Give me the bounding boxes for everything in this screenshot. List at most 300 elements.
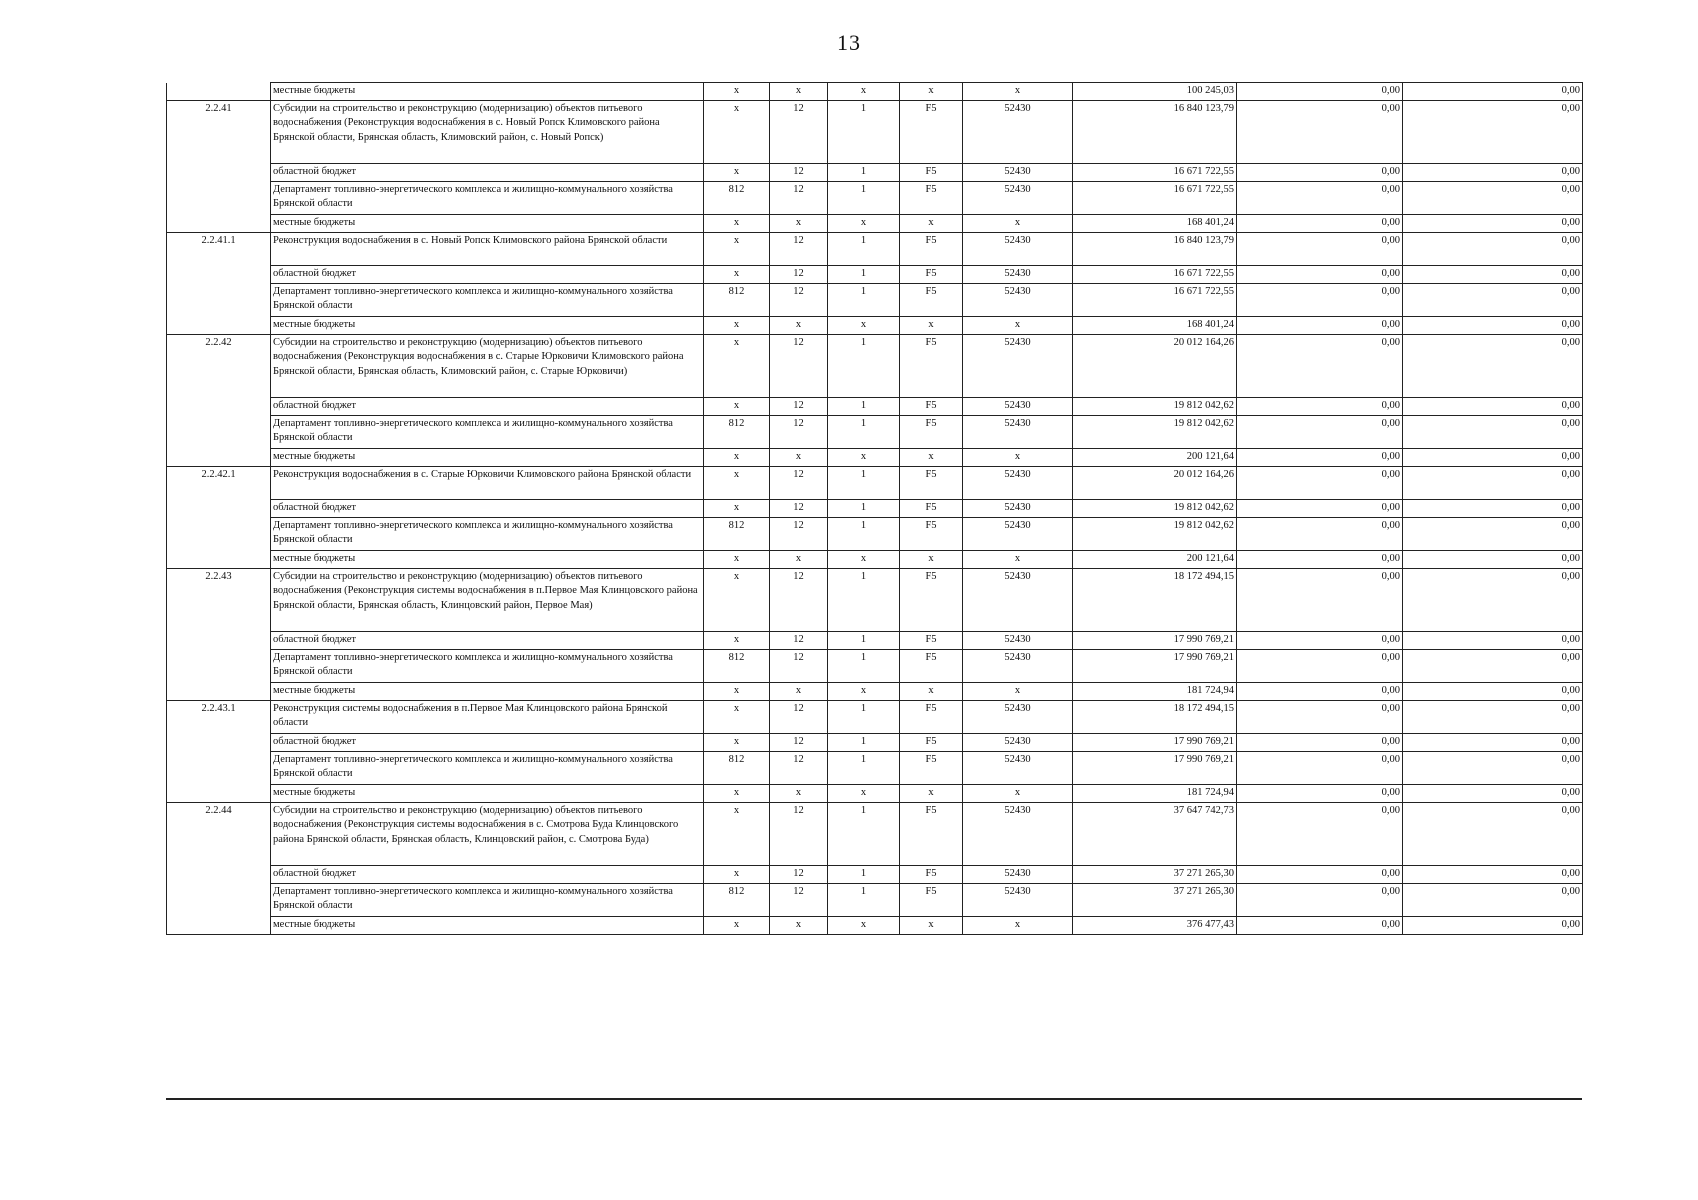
cell-program: F5 bbox=[900, 866, 963, 884]
cell-amount-2: 0,00 bbox=[1237, 284, 1403, 317]
cell-pr: х bbox=[828, 449, 900, 467]
cell-pr: 1 bbox=[828, 101, 900, 164]
cell-code: 2.2.44 bbox=[167, 803, 271, 866]
cell-direction: 52430 bbox=[963, 233, 1073, 266]
cell-gryb: х bbox=[704, 569, 770, 632]
cell-pr: х bbox=[828, 317, 900, 335]
cell-pr: 1 bbox=[828, 803, 900, 866]
cell-rz: 12 bbox=[770, 164, 828, 182]
cell-amount-1: 17 990 769,21 bbox=[1073, 752, 1237, 785]
cell-amount-3: 0,00 bbox=[1403, 803, 1583, 866]
cell-code bbox=[167, 884, 271, 917]
cell-direction: 52430 bbox=[963, 500, 1073, 518]
cell-pr: 1 bbox=[828, 164, 900, 182]
cell-code bbox=[167, 734, 271, 752]
cell-program: F5 bbox=[900, 500, 963, 518]
cell-code bbox=[167, 650, 271, 683]
cell-amount-2: 0,00 bbox=[1237, 785, 1403, 803]
cell-name: Департамент топливно-энергетического комплекса и жилищно-коммунального хозяйства Брянской области bbox=[271, 182, 704, 215]
cell-amount-3: 0,00 bbox=[1403, 650, 1583, 683]
cell-amount-2: 0,00 bbox=[1237, 683, 1403, 701]
cell-amount-2: 0,00 bbox=[1237, 518, 1403, 551]
cell-direction: х bbox=[963, 83, 1073, 101]
cell-pr: 1 bbox=[828, 518, 900, 551]
cell-code bbox=[167, 266, 271, 284]
cell-amount-2: 0,00 bbox=[1237, 569, 1403, 632]
cell-name: Реконструкция системы водоснабжения в п.Первое Мая Клинцовского района Брянской области bbox=[271, 701, 704, 734]
cell-code bbox=[167, 284, 271, 317]
cell-rz: 12 bbox=[770, 398, 828, 416]
cell-amount-1: 18 172 494,15 bbox=[1073, 701, 1237, 734]
cell-amount-3: 0,00 bbox=[1403, 518, 1583, 551]
cell-code bbox=[167, 164, 271, 182]
cell-code: 2.2.42.1 bbox=[167, 467, 271, 500]
table-row bbox=[167, 233, 1583, 266]
cell-program: F5 bbox=[900, 884, 963, 917]
cell-name: областной бюджет bbox=[271, 632, 704, 650]
cell-code: 2.2.41.1 bbox=[167, 233, 271, 266]
cell-gryb: 812 bbox=[704, 518, 770, 551]
cell-rz: 12 bbox=[770, 734, 828, 752]
cell-direction: 52430 bbox=[963, 701, 1073, 734]
cell-program: х bbox=[900, 917, 963, 935]
cell-amount-2: 0,00 bbox=[1237, 467, 1403, 500]
cell-pr: 1 bbox=[828, 884, 900, 917]
cell-pr: 1 bbox=[828, 734, 900, 752]
cell-gryb: х bbox=[704, 500, 770, 518]
cell-amount-2: 0,00 bbox=[1237, 500, 1403, 518]
cell-name: Департамент топливно-энергетического комплекса и жилищно-коммунального хозяйства Брянской области bbox=[271, 752, 704, 785]
cell-name: местные бюджеты bbox=[271, 83, 704, 101]
cell-name: Субсидии на строительство и реконструкцию (модернизацию) объектов питьевого водоснабжения (Реконструкция системы водоснабжения в п.Первое Мая Клинцовского района Брянской области, Брянская область, Клинцовский район, Первое Мая) bbox=[271, 569, 704, 632]
cell-name: Департамент топливно-энергетического комплекса и жилищно-коммунального хозяйства Брянской области bbox=[271, 518, 704, 551]
cell-code bbox=[167, 500, 271, 518]
cell-rz: х bbox=[770, 785, 828, 803]
cell-pr: 1 bbox=[828, 335, 900, 398]
cell-program: х bbox=[900, 551, 963, 569]
cell-amount-2: 0,00 bbox=[1237, 884, 1403, 917]
cell-amount-1: 200 121,64 bbox=[1073, 551, 1237, 569]
cell-name: Субсидии на строительство и реконструкцию (модернизацию) объектов питьевого водоснабжения (Реконструкция системы водоснабжения в с. Смотрова Буда Клинцовского района Брянской области, Брянская область, Клинцовский район, с. Смотрова Буда) bbox=[271, 803, 704, 866]
page-number: 13 bbox=[837, 30, 861, 55]
table-row bbox=[167, 164, 1583, 182]
cell-amount-3: 0,00 bbox=[1403, 752, 1583, 785]
table-row bbox=[167, 650, 1583, 683]
table-row bbox=[167, 416, 1583, 449]
table-body bbox=[167, 83, 1583, 935]
cell-amount-1: 20 012 164,26 bbox=[1073, 335, 1237, 398]
cell-amount-1: 17 990 769,21 bbox=[1073, 734, 1237, 752]
cell-amount-3: 0,00 bbox=[1403, 632, 1583, 650]
cell-code bbox=[167, 866, 271, 884]
cell-gryb: 812 bbox=[704, 752, 770, 785]
table-row bbox=[167, 734, 1583, 752]
cell-amount-1: 37 647 742,73 bbox=[1073, 803, 1237, 866]
cell-program: х bbox=[900, 215, 963, 233]
cell-program: F5 bbox=[900, 398, 963, 416]
cell-gryb: х bbox=[704, 164, 770, 182]
cell-direction: 52430 bbox=[963, 101, 1073, 164]
cell-code bbox=[167, 752, 271, 785]
cell-program: х bbox=[900, 683, 963, 701]
cell-name: Реконструкция водоснабжения в с. Новый Ропск Климовского района Брянской области bbox=[271, 233, 704, 266]
cell-amount-2: 0,00 bbox=[1237, 752, 1403, 785]
table-row bbox=[167, 683, 1583, 701]
cell-amount-2: 0,00 bbox=[1237, 266, 1403, 284]
cell-amount-3: 0,00 bbox=[1403, 284, 1583, 317]
cell-direction: 52430 bbox=[963, 569, 1073, 632]
cell-direction: 52430 bbox=[963, 803, 1073, 866]
cell-name: Департамент топливно-энергетического комплекса и жилищно-коммунального хозяйства Брянской области bbox=[271, 284, 704, 317]
cell-direction: х bbox=[963, 449, 1073, 467]
cell-amount-3: 0,00 bbox=[1403, 734, 1583, 752]
cell-pr: 1 bbox=[828, 500, 900, 518]
table-row bbox=[167, 551, 1583, 569]
cell-amount-1: 100 245,03 bbox=[1073, 83, 1237, 101]
cell-amount-1: 16 671 722,55 bbox=[1073, 164, 1237, 182]
cell-pr: 1 bbox=[828, 632, 900, 650]
cell-program: х bbox=[900, 449, 963, 467]
cell-program: F5 bbox=[900, 101, 963, 164]
cell-code bbox=[167, 398, 271, 416]
cell-code bbox=[167, 317, 271, 335]
cell-program: F5 bbox=[900, 701, 963, 734]
cell-code bbox=[167, 215, 271, 233]
cell-program: F5 bbox=[900, 164, 963, 182]
cell-code bbox=[167, 785, 271, 803]
cell-direction: 52430 bbox=[963, 164, 1073, 182]
cell-amount-2: 0,00 bbox=[1237, 335, 1403, 398]
cell-amount-1: 17 990 769,21 bbox=[1073, 632, 1237, 650]
cell-pr: х bbox=[828, 551, 900, 569]
cell-gryb: х bbox=[704, 317, 770, 335]
cell-direction: 52430 bbox=[963, 467, 1073, 500]
cell-direction: х bbox=[963, 551, 1073, 569]
cell-rz: 12 bbox=[770, 866, 828, 884]
cell-amount-1: 16 671 722,55 bbox=[1073, 266, 1237, 284]
cell-rz: 12 bbox=[770, 701, 828, 734]
cell-direction: х bbox=[963, 785, 1073, 803]
cell-amount-3: 0,00 bbox=[1403, 866, 1583, 884]
cell-direction: 52430 bbox=[963, 398, 1073, 416]
cell-amount-3: 0,00 bbox=[1403, 164, 1583, 182]
cell-amount-1: 376 477,43 bbox=[1073, 917, 1237, 935]
cell-program: F5 bbox=[900, 650, 963, 683]
cell-gryb: х bbox=[704, 266, 770, 284]
cell-gryb: 812 bbox=[704, 284, 770, 317]
cell-direction: 52430 bbox=[963, 335, 1073, 398]
cell-direction: 52430 bbox=[963, 182, 1073, 215]
cell-program: F5 bbox=[900, 752, 963, 785]
cell-amount-1: 16 671 722,55 bbox=[1073, 182, 1237, 215]
cell-amount-2: 0,00 bbox=[1237, 182, 1403, 215]
cell-rz: х bbox=[770, 317, 828, 335]
cell-amount-3: 0,00 bbox=[1403, 917, 1583, 935]
cell-amount-3: 0,00 bbox=[1403, 467, 1583, 500]
cell-amount-1: 16 840 123,79 bbox=[1073, 233, 1237, 266]
cell-amount-1: 181 724,94 bbox=[1073, 785, 1237, 803]
cell-amount-2: 0,00 bbox=[1237, 803, 1403, 866]
cell-amount-2: 0,00 bbox=[1237, 632, 1403, 650]
cell-pr: 1 bbox=[828, 752, 900, 785]
cell-direction: х bbox=[963, 215, 1073, 233]
cell-pr: х bbox=[828, 785, 900, 803]
cell-program: х bbox=[900, 785, 963, 803]
cell-gryb: 812 bbox=[704, 416, 770, 449]
cell-amount-1: 20 012 164,26 bbox=[1073, 467, 1237, 500]
cell-rz: 12 bbox=[770, 284, 828, 317]
cell-direction: 52430 bbox=[963, 416, 1073, 449]
cell-amount-1: 37 271 265,30 bbox=[1073, 866, 1237, 884]
cell-amount-2: 0,00 bbox=[1237, 101, 1403, 164]
cell-rz: 12 bbox=[770, 182, 828, 215]
cell-rz: 12 bbox=[770, 500, 828, 518]
cell-rz: 12 bbox=[770, 752, 828, 785]
cell-gryb: х bbox=[704, 803, 770, 866]
cell-name: Субсидии на строительство и реконструкцию (модернизацию) объектов питьевого водоснабжения (Реконструкция водоснабжения в с. Новый Ропск Климовского района Брянской области, Брянская область, Климовский район, с. Новый Ропск) bbox=[271, 101, 704, 164]
cell-amount-1: 16 671 722,55 bbox=[1073, 284, 1237, 317]
table-row bbox=[167, 215, 1583, 233]
cell-amount-2: 0,00 bbox=[1237, 164, 1403, 182]
cell-code bbox=[167, 551, 271, 569]
table-row bbox=[167, 701, 1583, 734]
cell-name: Департамент топливно-энергетического комплекса и жилищно-коммунального хозяйства Брянской области bbox=[271, 416, 704, 449]
table-row bbox=[167, 449, 1583, 467]
cell-name: местные бюджеты bbox=[271, 683, 704, 701]
cell-direction: х bbox=[963, 317, 1073, 335]
cell-name: Субсидии на строительство и реконструкцию (модернизацию) объектов питьевого водоснабжения (Реконструкция водоснабжения в с. Старые Юрковичи Климовского района Брянской области, Брянская область, Климовский район, с. Старые Юрковичи) bbox=[271, 335, 704, 398]
cell-program: х bbox=[900, 317, 963, 335]
cell-amount-3: 0,00 bbox=[1403, 683, 1583, 701]
cell-gryb: х bbox=[704, 449, 770, 467]
cell-gryb: х bbox=[704, 734, 770, 752]
table-row bbox=[167, 335, 1583, 398]
cell-amount-2: 0,00 bbox=[1237, 83, 1403, 101]
cell-pr: 1 bbox=[828, 569, 900, 632]
cell-program: F5 bbox=[900, 467, 963, 500]
cell-amount-2: 0,00 bbox=[1237, 233, 1403, 266]
cell-code bbox=[167, 83, 271, 101]
cell-rz: 12 bbox=[770, 632, 828, 650]
cell-amount-2: 0,00 bbox=[1237, 866, 1403, 884]
cell-direction: 52430 bbox=[963, 632, 1073, 650]
cell-amount-2: 0,00 bbox=[1237, 317, 1403, 335]
cell-amount-3: 0,00 bbox=[1403, 500, 1583, 518]
cell-amount-3: 0,00 bbox=[1403, 701, 1583, 734]
cell-gryb: 812 bbox=[704, 884, 770, 917]
cell-amount-1: 18 172 494,15 bbox=[1073, 569, 1237, 632]
cell-name: Реконструкция водоснабжения в с. Старые Юрковичи Климовского района Брянской области bbox=[271, 467, 704, 500]
cell-amount-3: 0,00 bbox=[1403, 335, 1583, 398]
cell-name: местные бюджеты bbox=[271, 449, 704, 467]
cell-name: местные бюджеты bbox=[271, 317, 704, 335]
cell-code bbox=[167, 416, 271, 449]
cell-amount-1: 181 724,94 bbox=[1073, 683, 1237, 701]
table-row bbox=[167, 101, 1583, 164]
cell-amount-1: 19 812 042,62 bbox=[1073, 518, 1237, 551]
cell-name: местные бюджеты bbox=[271, 917, 704, 935]
cell-amount-3: 0,00 bbox=[1403, 449, 1583, 467]
cell-code bbox=[167, 182, 271, 215]
cell-amount-3: 0,00 bbox=[1403, 551, 1583, 569]
cell-amount-2: 0,00 bbox=[1237, 650, 1403, 683]
cell-direction: 52430 bbox=[963, 650, 1073, 683]
cell-gryb: 812 bbox=[704, 650, 770, 683]
cell-gryb: 812 bbox=[704, 182, 770, 215]
cell-gryb: х bbox=[704, 683, 770, 701]
cell-program: F5 bbox=[900, 803, 963, 866]
table-row bbox=[167, 467, 1583, 500]
cell-name: областной бюджет bbox=[271, 164, 704, 182]
cell-direction: х bbox=[963, 683, 1073, 701]
cell-code bbox=[167, 683, 271, 701]
cell-gryb: х bbox=[704, 866, 770, 884]
cell-gryb: х bbox=[704, 83, 770, 101]
cell-amount-2: 0,00 bbox=[1237, 416, 1403, 449]
cell-rz: 12 bbox=[770, 335, 828, 398]
cell-code bbox=[167, 917, 271, 935]
cell-pr: 1 bbox=[828, 416, 900, 449]
cell-amount-3: 0,00 bbox=[1403, 398, 1583, 416]
cell-amount-2: 0,00 bbox=[1237, 551, 1403, 569]
table-row bbox=[167, 398, 1583, 416]
cell-name: местные бюджеты bbox=[271, 215, 704, 233]
cell-gryb: х bbox=[704, 101, 770, 164]
cell-rz: 12 bbox=[770, 518, 828, 551]
cell-code: 2.2.43.1 bbox=[167, 701, 271, 734]
cell-amount-1: 16 840 123,79 bbox=[1073, 101, 1237, 164]
cell-code bbox=[167, 518, 271, 551]
cell-gryb: х bbox=[704, 233, 770, 266]
cell-amount-3: 0,00 bbox=[1403, 83, 1583, 101]
cell-direction: 52430 bbox=[963, 884, 1073, 917]
table-row bbox=[167, 500, 1583, 518]
cell-name: областной бюджет bbox=[271, 866, 704, 884]
cell-name: областной бюджет bbox=[271, 500, 704, 518]
cell-pr: 1 bbox=[828, 650, 900, 683]
cell-direction: 52430 bbox=[963, 284, 1073, 317]
cell-gryb: х bbox=[704, 551, 770, 569]
cell-rz: х bbox=[770, 917, 828, 935]
cell-amount-3: 0,00 bbox=[1403, 785, 1583, 803]
cell-pr: 1 bbox=[828, 398, 900, 416]
cell-rz: 12 bbox=[770, 650, 828, 683]
cell-direction: 52430 bbox=[963, 518, 1073, 551]
cell-rz: х bbox=[770, 83, 828, 101]
cell-amount-1: 200 121,64 bbox=[1073, 449, 1237, 467]
cell-gryb: х bbox=[704, 917, 770, 935]
cell-amount-3: 0,00 bbox=[1403, 317, 1583, 335]
cell-rz: 12 bbox=[770, 467, 828, 500]
cell-rz: 12 bbox=[770, 569, 828, 632]
cell-pr: х bbox=[828, 83, 900, 101]
cell-program: х bbox=[900, 83, 963, 101]
cell-code: 2.2.42 bbox=[167, 335, 271, 398]
cell-rz: 12 bbox=[770, 266, 828, 284]
cell-pr: 1 bbox=[828, 266, 900, 284]
cell-code: 2.2.43 bbox=[167, 569, 271, 632]
cell-amount-1: 37 271 265,30 bbox=[1073, 884, 1237, 917]
cell-amount-2: 0,00 bbox=[1237, 398, 1403, 416]
cell-code bbox=[167, 449, 271, 467]
table-row bbox=[167, 569, 1583, 632]
cell-program: F5 bbox=[900, 335, 963, 398]
cell-rz: 12 bbox=[770, 416, 828, 449]
cell-name: местные бюджеты bbox=[271, 785, 704, 803]
cell-program: F5 bbox=[900, 182, 963, 215]
table-bottom-rule bbox=[166, 1098, 1582, 1100]
cell-program: F5 bbox=[900, 266, 963, 284]
cell-name: областной бюджет bbox=[271, 266, 704, 284]
table-row bbox=[167, 917, 1583, 935]
cell-amount-1: 19 812 042,62 bbox=[1073, 500, 1237, 518]
cell-amount-3: 0,00 bbox=[1403, 182, 1583, 215]
cell-name: местные бюджеты bbox=[271, 551, 704, 569]
cell-rz: 12 bbox=[770, 233, 828, 266]
cell-rz: 12 bbox=[770, 884, 828, 917]
cell-pr: 1 bbox=[828, 284, 900, 317]
cell-amount-3: 0,00 bbox=[1403, 416, 1583, 449]
cell-program: F5 bbox=[900, 734, 963, 752]
cell-gryb: х bbox=[704, 701, 770, 734]
cell-direction: х bbox=[963, 917, 1073, 935]
cell-amount-3: 0,00 bbox=[1403, 266, 1583, 284]
table-row bbox=[167, 866, 1583, 884]
cell-rz: 12 bbox=[770, 101, 828, 164]
cell-amount-1: 17 990 769,21 bbox=[1073, 650, 1237, 683]
cell-rz: х bbox=[770, 551, 828, 569]
table-row bbox=[167, 518, 1583, 551]
cell-pr: х bbox=[828, 917, 900, 935]
cell-rz: х bbox=[770, 215, 828, 233]
cell-name: Департамент топливно-энергетического комплекса и жилищно-коммунального хозяйства Брянской области bbox=[271, 650, 704, 683]
cell-pr: 1 bbox=[828, 182, 900, 215]
cell-direction: 52430 bbox=[963, 866, 1073, 884]
cell-amount-3: 0,00 bbox=[1403, 233, 1583, 266]
cell-amount-1: 168 401,24 bbox=[1073, 215, 1237, 233]
cell-direction: 52430 bbox=[963, 752, 1073, 785]
cell-amount-2: 0,00 bbox=[1237, 917, 1403, 935]
budget-table bbox=[166, 82, 1583, 935]
cell-gryb: х bbox=[704, 215, 770, 233]
cell-amount-1: 168 401,24 bbox=[1073, 317, 1237, 335]
table-row bbox=[167, 317, 1583, 335]
cell-amount-1: 19 812 042,62 bbox=[1073, 416, 1237, 449]
cell-name: областной бюджет bbox=[271, 398, 704, 416]
cell-code: 2.2.41 bbox=[167, 101, 271, 164]
cell-amount-1: 19 812 042,62 bbox=[1073, 398, 1237, 416]
cell-rz: х bbox=[770, 449, 828, 467]
cell-pr: 1 bbox=[828, 467, 900, 500]
cell-amount-2: 0,00 bbox=[1237, 449, 1403, 467]
cell-amount-3: 0,00 bbox=[1403, 101, 1583, 164]
cell-amount-2: 0,00 bbox=[1237, 734, 1403, 752]
cell-pr: 1 bbox=[828, 866, 900, 884]
cell-gryb: х bbox=[704, 398, 770, 416]
cell-direction: 52430 bbox=[963, 734, 1073, 752]
cell-name: Департамент топливно-энергетического комплекса и жилищно-коммунального хозяйства Брянской области bbox=[271, 884, 704, 917]
table-row bbox=[167, 632, 1583, 650]
cell-pr: х bbox=[828, 683, 900, 701]
cell-pr: х bbox=[828, 215, 900, 233]
cell-amount-3: 0,00 bbox=[1403, 884, 1583, 917]
cell-code bbox=[167, 632, 271, 650]
cell-amount-2: 0,00 bbox=[1237, 215, 1403, 233]
cell-program: F5 bbox=[900, 233, 963, 266]
cell-pr: 1 bbox=[828, 701, 900, 734]
cell-program: F5 bbox=[900, 284, 963, 317]
cell-program: F5 bbox=[900, 518, 963, 551]
